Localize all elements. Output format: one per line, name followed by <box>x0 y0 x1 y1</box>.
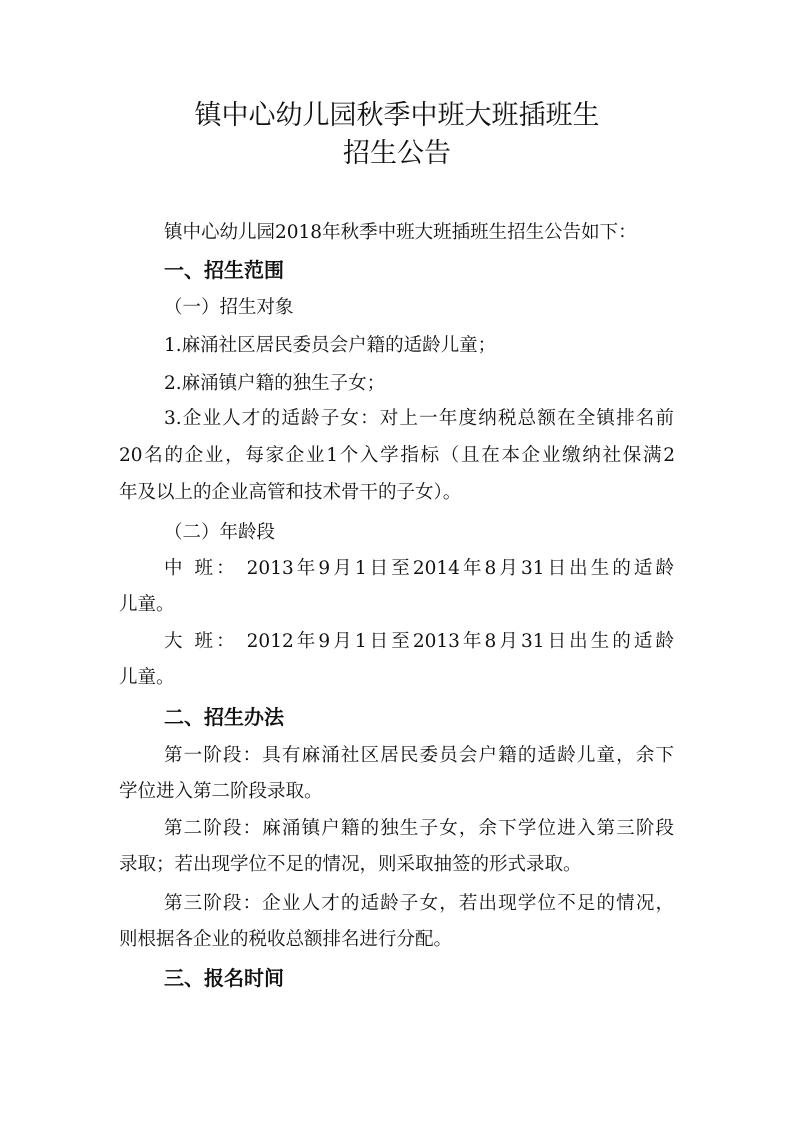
document-title-line2: 招生公告 <box>343 138 451 169</box>
middle-class-line2: 儿童。 <box>119 594 175 615</box>
section1-heading: 一、招生范围 <box>164 258 284 282</box>
intro-paragraph: 镇中心幼儿园2018年秋季中班大班插班生招生公告如下： <box>164 222 637 243</box>
senior-class-line2: 儿童。 <box>119 667 175 688</box>
stage2-line1: 第二阶段：麻涌镇户籍的独生子女，余下学位进入第三阶段 <box>164 818 674 839</box>
section3-heading: 三、报名时间 <box>164 966 284 990</box>
stage2-line2: 录取；若出现学位不足的情况，则采取抽签的形式录取。 <box>119 854 582 875</box>
middle-class-line1: 中 班： 2013年9月1日至2014年8月31日出生的适龄 <box>164 558 674 579</box>
section2-heading: 二、招生办法 <box>164 705 284 729</box>
sub2-heading: （二）年龄段 <box>164 522 276 543</box>
sub1-heading: （一）招生对象 <box>164 297 294 318</box>
stage1-line2: 学位进入第二阶段录取。 <box>119 781 323 802</box>
stage1-line1: 第一阶段：具有麻涌社区居民委员会户籍的适龄儿童，余下 <box>164 745 674 766</box>
stage3-line1: 第三阶段：企业人才的适龄子女，若出现学位不足的情况， <box>164 893 674 914</box>
target-item-3-line1: 3.企业人才的适龄子女：对上一年度纳税总额在全镇排名前 <box>164 408 674 429</box>
target-item-2: 2.麻涌镇户籍的独生子女； <box>164 373 386 394</box>
target-item-3-line3: 年及以上的企业高管和技术骨干的子女）。 <box>119 482 462 503</box>
document-title-line1: 镇中心幼儿园秋季中班大班插班生 <box>194 100 600 131</box>
target-item-1: 1.麻涌社区居民委员会户籍的适龄儿童； <box>164 335 497 356</box>
stage3-line2: 则根据各企业的税收总额排名进行分配。 <box>119 929 453 950</box>
target-item-3-line2: 20名的企业，每家企业1个入学指标（且在本企业缴纳社保满2 <box>119 445 675 466</box>
senior-class-line1: 大 班： 2012年9月1日至2013年8月31日出生的适龄 <box>164 631 674 652</box>
